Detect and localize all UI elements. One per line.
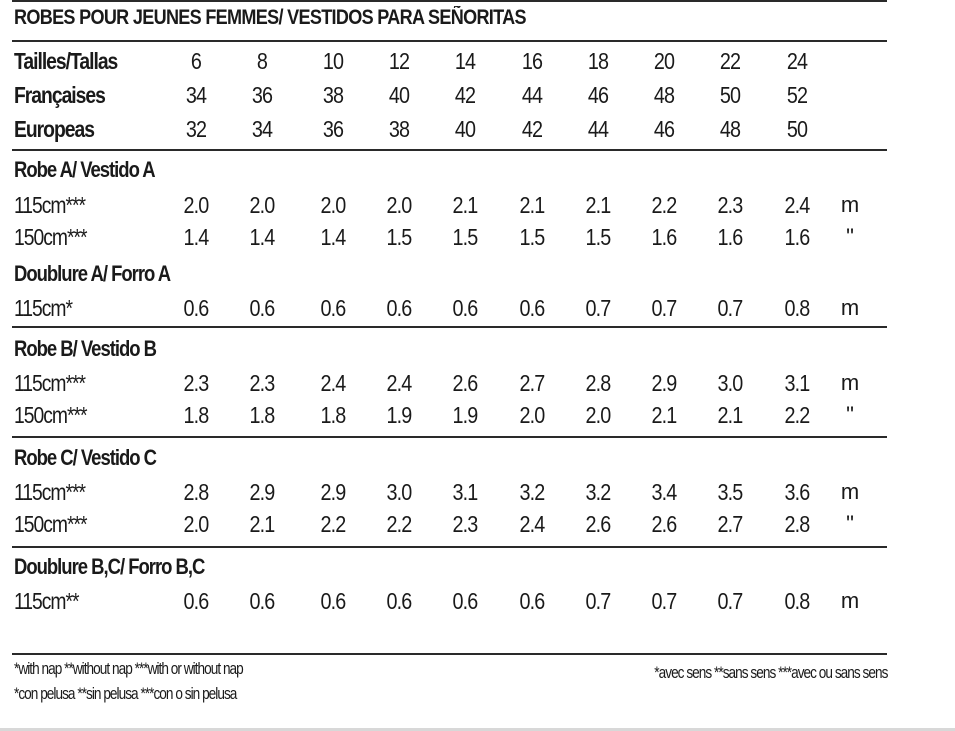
table-cell: 0.6 <box>519 588 545 614</box>
table-cell: 2.9 <box>249 479 275 505</box>
table-cell: 2.1 <box>249 511 275 537</box>
table-cell: 24 <box>786 48 808 74</box>
table-row <box>0 479 955 512</box>
francaises-row <box>0 82 955 115</box>
table-cell: 2.2 <box>784 402 810 428</box>
table-cell: 1.4 <box>320 224 346 250</box>
section-rule <box>12 436 887 438</box>
table-cell: 3.4 <box>651 479 677 505</box>
table-cell: 2.4 <box>386 370 412 396</box>
table-cell: 2.1 <box>519 192 545 218</box>
table-cell: 2.1 <box>717 402 743 428</box>
table-cell: 14 <box>454 48 476 74</box>
table-cell: 34 <box>251 116 273 142</box>
table-cell: 36 <box>251 82 273 108</box>
footnote-english: *with nap **without nap ***with or without nap <box>14 659 243 678</box>
table-cell: 0.6 <box>320 588 346 614</box>
table-cell: 3.2 <box>519 479 545 505</box>
table-cell: 1.4 <box>183 224 209 250</box>
unit-label: m <box>840 588 860 613</box>
table-row <box>0 588 955 621</box>
table-cell: 0.6 <box>386 295 412 321</box>
table-cell: 50 <box>719 82 741 108</box>
table-cell: 0.6 <box>249 295 275 321</box>
table-cell: 36 <box>322 116 344 142</box>
section-title: Robe A/ Vestido A <box>14 157 155 182</box>
table-cell: 0.7 <box>585 588 611 614</box>
table-cell: 1.9 <box>386 402 412 428</box>
table-cell: 2.9 <box>320 479 346 505</box>
table-row <box>0 370 955 403</box>
europeas-row <box>0 116 955 149</box>
footnote-rule <box>12 653 887 655</box>
table-cell: 0.6 <box>386 588 412 614</box>
table-row-label: 150cm*** <box>14 402 87 428</box>
table-cell: 0.7 <box>651 295 677 321</box>
table-cell: 12 <box>388 48 410 74</box>
table-cell: 0.6 <box>452 295 478 321</box>
table-cell: 1.9 <box>452 402 478 428</box>
table-cell: 1.8 <box>249 402 275 428</box>
table-cell: 32 <box>185 116 207 142</box>
table-cell: 3.6 <box>784 479 810 505</box>
table-row-label: 150cm*** <box>14 511 87 537</box>
table-cell: 0.6 <box>183 588 209 614</box>
table-cell: 3.1 <box>784 370 810 396</box>
table-cell: 22 <box>719 48 741 74</box>
table-row <box>0 402 955 435</box>
table-cell: 3.1 <box>452 479 478 505</box>
table-cell: 0.6 <box>249 588 275 614</box>
table-cell: 2.6 <box>452 370 478 396</box>
unit-label: " <box>846 224 854 249</box>
table-cell: 38 <box>388 116 410 142</box>
unit-label: " <box>846 402 854 427</box>
table-cell: 1.6 <box>784 224 810 250</box>
unit-label: m <box>840 479 860 504</box>
section-title: Doublure B,C/ Forro B,C <box>14 554 205 579</box>
table-cell: 3.2 <box>585 479 611 505</box>
table-row-label: 150cm*** <box>14 224 87 250</box>
table-cell: 0.6 <box>519 295 545 321</box>
footnote-french: *avec sens **sans sens ***avec ou sans sens <box>653 663 887 682</box>
table-cell: 2.8 <box>784 511 810 537</box>
table-row-label: 115cm*** <box>14 192 86 218</box>
table-cell: 1.6 <box>717 224 743 250</box>
table-row-label: 115cm* <box>14 295 73 321</box>
table-cell: 2.4 <box>519 511 545 537</box>
header-rule <box>12 149 887 151</box>
table-cell: 2.3 <box>249 370 275 396</box>
table-cell: 1.5 <box>452 224 478 250</box>
table-row-label: 115cm*** <box>14 370 86 396</box>
table-cell: 20 <box>653 48 675 74</box>
table-cell: 2.8 <box>183 479 209 505</box>
table-cell: 2.1 <box>452 192 478 218</box>
table-cell: 0.8 <box>784 588 810 614</box>
section-rule <box>12 326 887 328</box>
table-cell: 1.5 <box>519 224 545 250</box>
table-cell: 2.6 <box>585 511 611 537</box>
title-rule <box>12 40 887 42</box>
table-cell: 2.2 <box>320 511 346 537</box>
sizes-row-label: Tailles/Tallas <box>14 48 118 74</box>
table-cell: 2.1 <box>585 192 611 218</box>
table-row <box>0 192 955 225</box>
unit-label: m <box>840 192 860 217</box>
table-cell: 2.0 <box>320 192 346 218</box>
table-cell: 1.8 <box>183 402 209 428</box>
chart-title: ROBES POUR JEUNES FEMMES/ VESTIDOS PARA SEÑORITAS <box>14 6 526 29</box>
table-cell: 2.2 <box>651 192 677 218</box>
table-cell: 2.4 <box>320 370 346 396</box>
table-cell: 3.0 <box>717 370 743 396</box>
francaises-row-label: Françaises <box>14 82 105 108</box>
table-cell: 2.0 <box>183 192 209 218</box>
table-cell: 34 <box>185 82 207 108</box>
table-cell: 0.6 <box>183 295 209 321</box>
table-cell: 0.7 <box>717 588 743 614</box>
table-cell: 2.0 <box>183 511 209 537</box>
table-cell: 2.0 <box>585 402 611 428</box>
unit-label: " <box>846 511 854 536</box>
table-cell: 8 <box>256 48 268 74</box>
table-cell: 52 <box>786 82 808 108</box>
top-rule <box>12 0 887 2</box>
table-cell: 2.8 <box>585 370 611 396</box>
table-cell: 0.7 <box>585 295 611 321</box>
section-title: Robe C/ Vestido C <box>14 445 157 470</box>
table-cell: 2.2 <box>386 511 412 537</box>
table-cell: 2.6 <box>651 511 677 537</box>
table-row <box>0 224 955 257</box>
sizes-row <box>0 48 955 81</box>
table-row-label: 115cm*** <box>14 479 86 505</box>
table-cell: 42 <box>521 116 543 142</box>
table-cell: 18 <box>587 48 609 74</box>
table-cell: 38 <box>322 82 344 108</box>
table-cell: 2.0 <box>249 192 275 218</box>
table-cell: 44 <box>521 82 543 108</box>
table-cell: 3.5 <box>717 479 743 505</box>
table-cell: 10 <box>322 48 344 74</box>
table-cell: 46 <box>653 116 675 142</box>
table-cell: 0.6 <box>320 295 346 321</box>
table-cell: 2.3 <box>452 511 478 537</box>
table-cell: 48 <box>719 116 741 142</box>
table-cell: 46 <box>587 82 609 108</box>
table-cell: 44 <box>587 116 609 142</box>
table-cell: 2.0 <box>519 402 545 428</box>
footnote-spanish: *con pelusa **sin pelusa ***con o sin pelusa <box>14 684 237 703</box>
table-cell: 2.7 <box>717 511 743 537</box>
table-cell: 2.3 <box>717 192 743 218</box>
unit-label: m <box>840 295 860 320</box>
table-cell: 3.0 <box>386 479 412 505</box>
table-cell: 6 <box>190 48 202 74</box>
table-cell: 2.4 <box>784 192 810 218</box>
table-row <box>0 295 955 328</box>
table-cell: 40 <box>454 116 476 142</box>
europeas-row-label: Europeas <box>14 116 94 142</box>
section-title: Robe B/ Vestido B <box>14 336 157 361</box>
table-cell: 0.7 <box>717 295 743 321</box>
table-cell: 40 <box>388 82 410 108</box>
table-cell: 2.7 <box>519 370 545 396</box>
table-cell: 0.8 <box>784 295 810 321</box>
table-cell: 1.6 <box>651 224 677 250</box>
table-cell: 48 <box>653 82 675 108</box>
table-cell: 50 <box>786 116 808 142</box>
table-cell: 1.8 <box>320 402 346 428</box>
table-cell: 2.0 <box>386 192 412 218</box>
table-cell: 2.3 <box>183 370 209 396</box>
section-rule <box>12 546 887 548</box>
table-cell: 1.5 <box>585 224 611 250</box>
table-cell: 16 <box>521 48 543 74</box>
table-row <box>0 511 955 544</box>
table-cell: 0.6 <box>452 588 478 614</box>
table-cell: 0.7 <box>651 588 677 614</box>
table-cell: 2.1 <box>651 402 677 428</box>
table-row-label: 115cm** <box>14 588 79 614</box>
table-cell: 1.5 <box>386 224 412 250</box>
unit-label: m <box>840 370 860 395</box>
table-cell: 42 <box>454 82 476 108</box>
section-title: Doublure A/ Forro A <box>14 261 171 286</box>
table-cell: 1.4 <box>249 224 275 250</box>
table-cell: 2.9 <box>651 370 677 396</box>
